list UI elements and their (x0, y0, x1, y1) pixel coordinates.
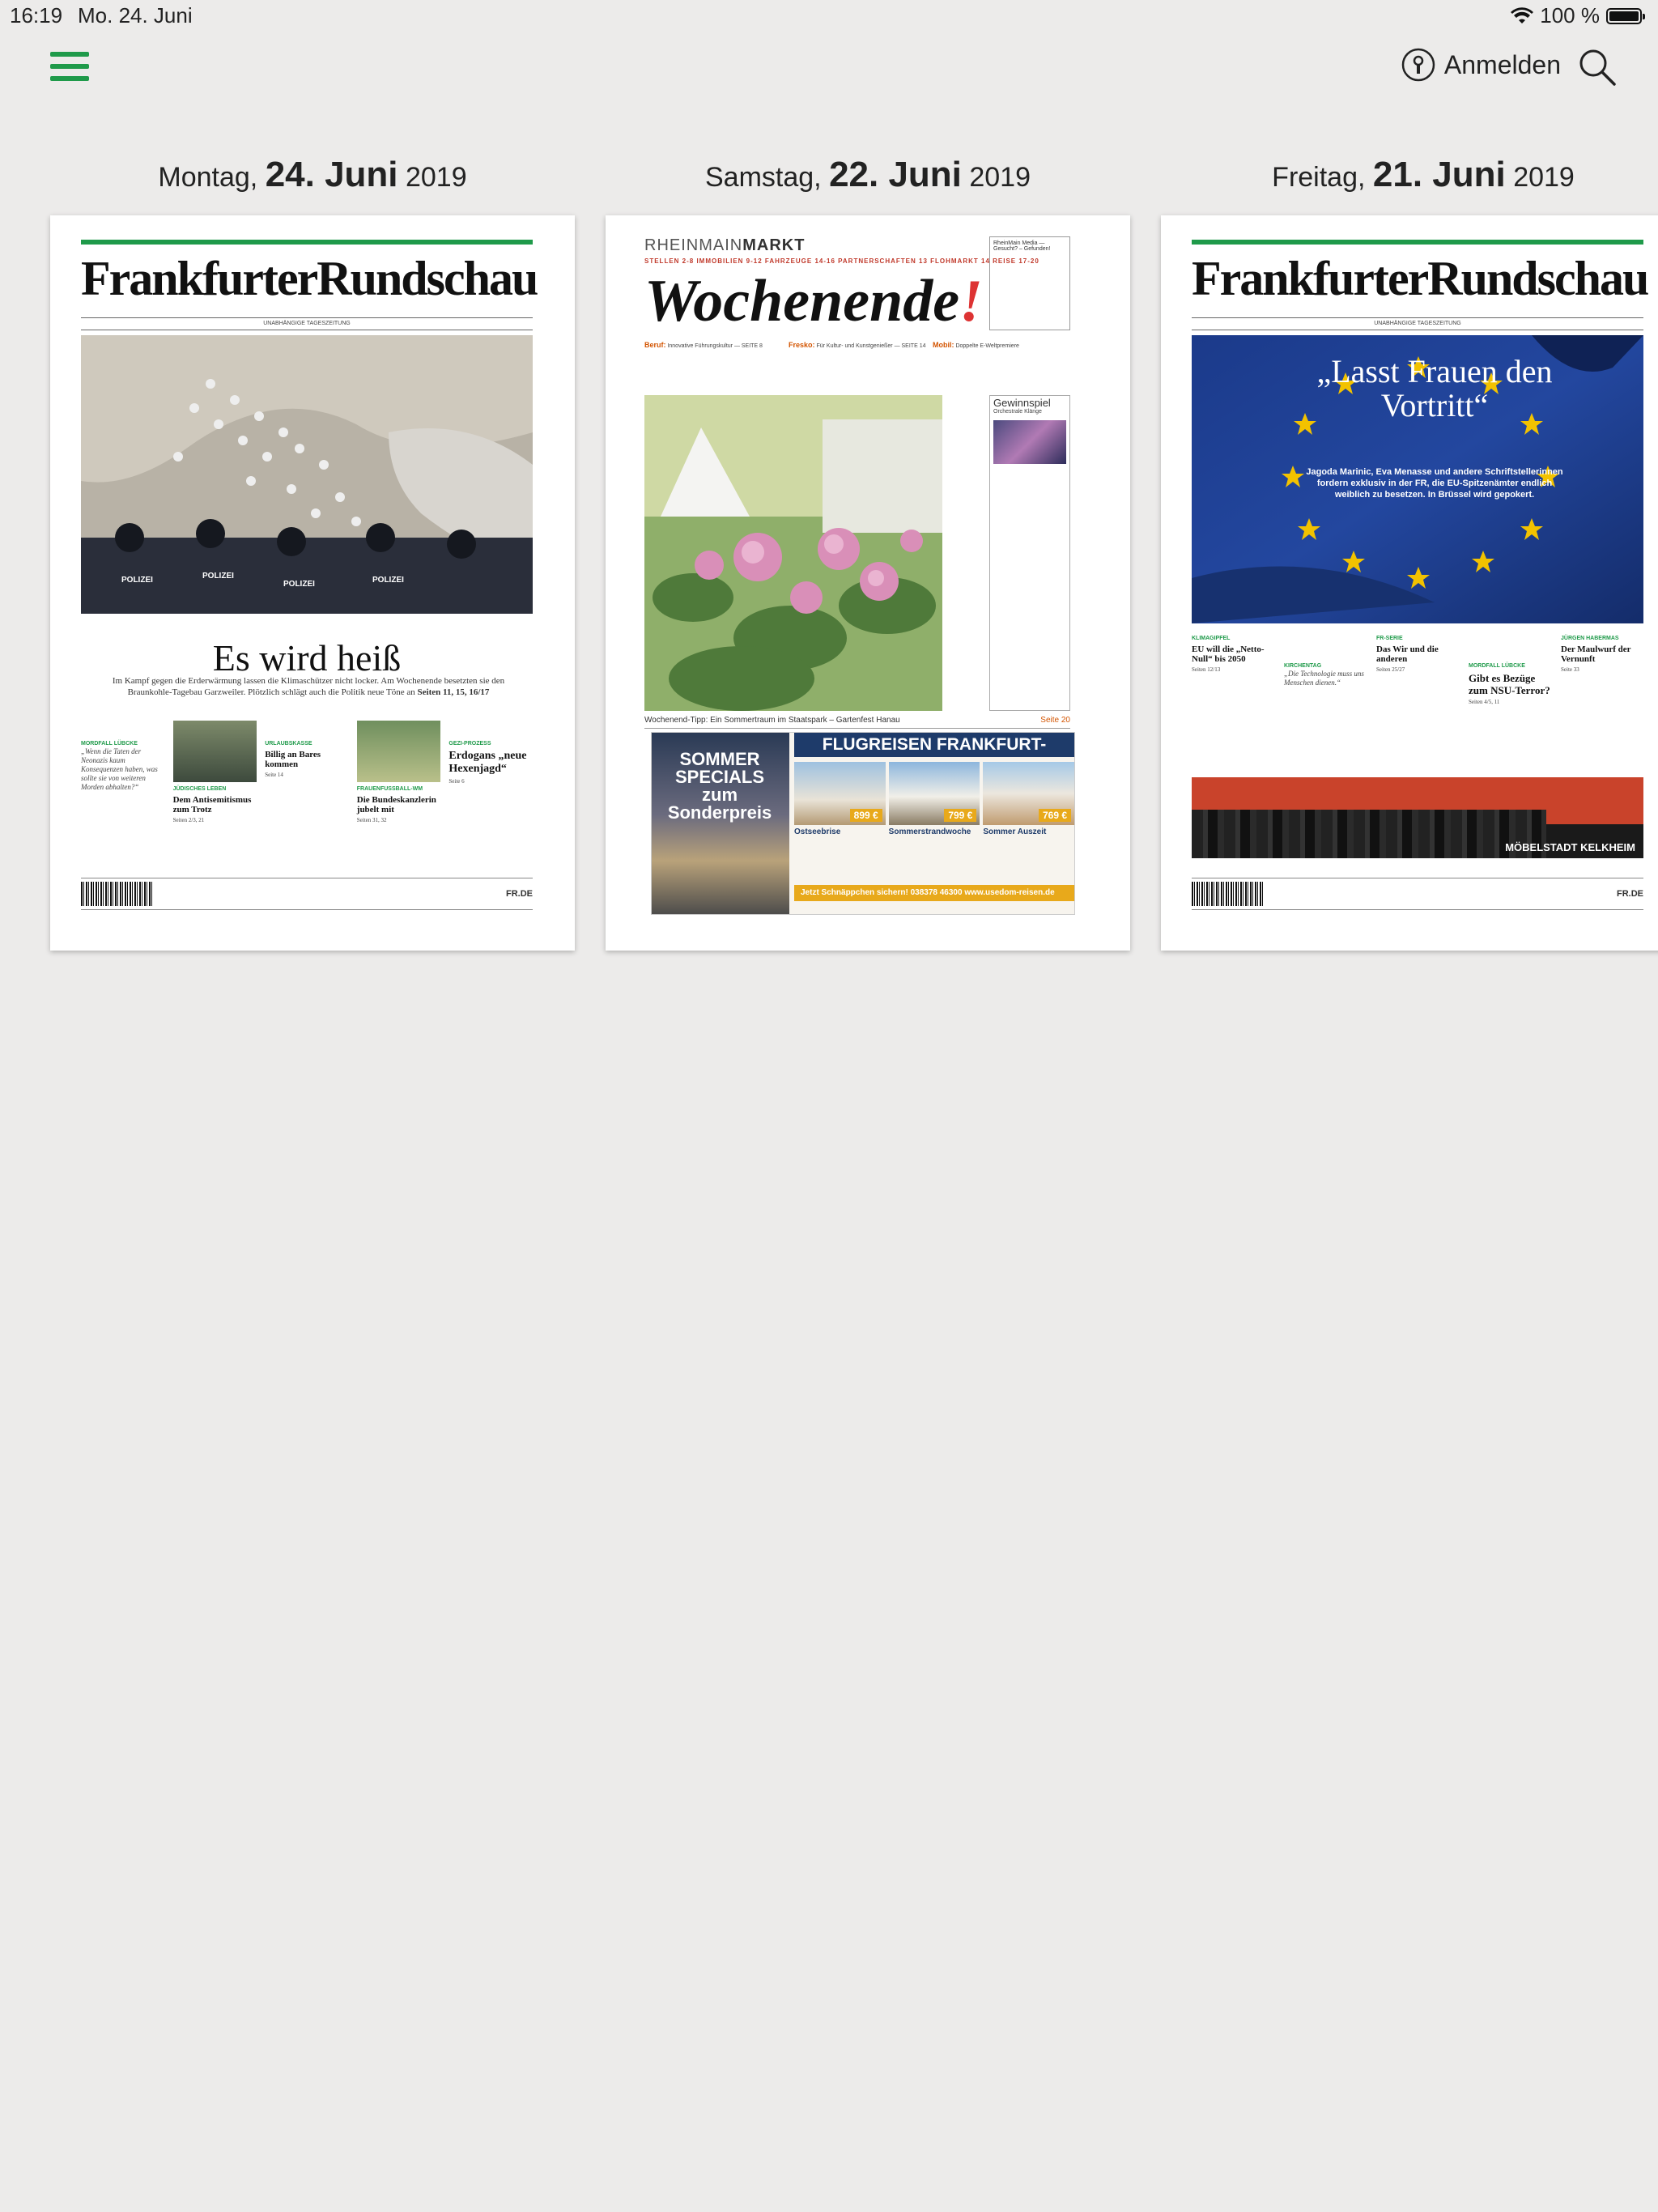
ad-hotel-image (889, 762, 980, 825)
teaser-title: Das Wir und die anderen (1376, 644, 1439, 664)
svg-text:POLIZEI: POLIZEI (372, 576, 404, 585)
teaser-title: Der Maulwurf der Vernunft (1561, 644, 1631, 664)
advertisement (651, 732, 1075, 915)
teaser-column-text: Für Kultur- und Kunstgenießer — SEITE 14 (816, 343, 926, 349)
ad-special: SOMMER SPECIALS zum Sonderpreis (667, 749, 772, 823)
issue-card (1161, 151, 1658, 899)
ad-cta: Jetzt Schnäppchen sichern! 038378 46300 www.usedom-reisen.de (794, 885, 1074, 901)
teaser (265, 717, 349, 879)
battery-percent: 100 % (1540, 3, 1600, 28)
teaser-kicker: FRAUENFUSSBALL-WM (356, 786, 423, 792)
teaser-title: Gibt es Bezüge zum NSU-Terror? (1469, 672, 1550, 696)
cover-photo (1192, 335, 1643, 623)
photo-caption-page: Seite 20 (1040, 716, 1070, 725)
status-right (1511, 3, 1642, 28)
teaser-row (81, 717, 533, 879)
cover-footer (1192, 878, 1643, 910)
ad-price: 799 € (944, 809, 976, 822)
teaser-text: Seite 6 (449, 778, 465, 785)
battery-icon (1606, 8, 1642, 24)
teaser-kicker: MORDFALL LÜBCKE (1469, 663, 1525, 669)
cover-photo (644, 395, 942, 711)
svg-text:POLIZEI: POLIZEI (202, 572, 234, 581)
nav-bar (0, 36, 1658, 100)
supplement-title-text: Wochenende (644, 268, 960, 334)
sidebar-heading: Gewinnspiel (993, 397, 1051, 409)
issue-date-label (1161, 151, 1658, 199)
teaser-title: Dem Antisemitismus zum Trotz (172, 795, 252, 815)
teaser-column (933, 342, 1070, 350)
teaser-text: Seiten 12/13 (1192, 666, 1221, 673)
sidebar-box (989, 395, 1070, 711)
ad-offers (794, 828, 1074, 885)
teaser (1192, 635, 1274, 764)
photo-caption-text: Wochenend-Tipp: Ein Sommertraum im Staatspark – Gartenfest Hanau (644, 716, 900, 725)
footer-site: FR.DE (1617, 889, 1643, 899)
section-strip: STELLEN 2-8 IMMOBILIEN 9-12 FAHRZEUGE 14-16 PARTNERSCHAFTEN 13 FLOHMARKT 14 REISE 17-20 (644, 257, 1039, 265)
brand-bold: MARKT (742, 236, 806, 254)
status-bar (0, 0, 1658, 32)
issue-day: 24. Juni (265, 155, 398, 194)
teaser-column-head: Fresko: (789, 341, 815, 349)
ad-hotel-image (983, 762, 1074, 825)
teaser-kicker: GEZI-PROZESS (449, 741, 491, 747)
cover-deck (99, 675, 518, 698)
status-date: Mo. 24. Juni (78, 3, 193, 28)
brand-light: RHEINMAIN (644, 236, 743, 254)
issue-year: 2019 (1513, 162, 1575, 193)
ad-offer (889, 828, 980, 885)
barcode (1192, 882, 1263, 906)
ad-offer (983, 828, 1074, 885)
teaser-quote: „Die Technologie muss uns Menschen dienen.“ (1284, 670, 1364, 687)
search-icon[interactable] (1577, 47, 1618, 87)
teaser-column (644, 342, 782, 350)
sidebar-subheading: Orchestrale Klänge (993, 409, 1042, 415)
cover-headline: „Lasst Frauen den Vortritt“ (1316, 353, 1553, 423)
issue-year: 2019 (405, 162, 467, 193)
issue-weekday: Montag, (158, 162, 258, 193)
svg-text:POLIZEI: POLIZEI (121, 576, 153, 585)
teaser-text: Seite 33 (1561, 666, 1579, 673)
ad-image (652, 733, 789, 915)
ad-hotels (794, 762, 1074, 825)
publisher-box: RheinMain Media — Gesucht? – Gefunden! (989, 236, 1070, 330)
teaser-text: Seiten 4/5, 11 (1469, 699, 1500, 705)
ad-price: 899 € (850, 809, 882, 822)
svg-text:POLIZEI: POLIZEI (283, 580, 315, 589)
login-label: Anmelden (1443, 49, 1561, 79)
issue-cover[interactable] (606, 215, 1130, 951)
teaser-thumbnail (357, 721, 441, 782)
masthead-subline: UNABHÄNGIGE TAGESZEITUNG (1192, 317, 1643, 330)
sidebar-image (993, 420, 1066, 464)
masthead-rule (1192, 240, 1643, 245)
supplement-title (644, 267, 983, 336)
masthead-subline: UNABHÄNGIGE TAGESZEITUNG (81, 317, 533, 330)
teaser (1561, 635, 1643, 764)
cover-deck-text: Im Kampf gegen die Erderwärmung lassen die Klimaschützer nicht locker. Am Wochenende besetzten sie den Braunkohle-Tagebau Garzweiler. Plötzlich schlägt auch die Politik neue Töne an (112, 676, 505, 697)
ad-hotel-image (794, 762, 886, 825)
ad-offer (794, 828, 886, 885)
photo-caption (644, 716, 1070, 729)
issue-weekday: Freitag, (1272, 162, 1366, 193)
teaser-title: Die Bundeskanzlerin jubelt mit (356, 795, 436, 815)
issue-year: 2019 (969, 162, 1031, 193)
teaser (1376, 635, 1459, 764)
issue-date-label (50, 151, 575, 199)
wifi-icon (1511, 7, 1533, 25)
issue-card (50, 151, 575, 899)
issue-cover[interactable] (50, 215, 575, 951)
teaser-kicker: KLIMAGIPFEL (1192, 636, 1231, 641)
teaser (1469, 635, 1551, 764)
masthead: FrankfurterRundschau (81, 252, 538, 305)
teaser-column-text: Innovative Führungskultur — SEITE 8 (667, 343, 763, 349)
cover-deck-ref: Seiten 11, 15, 16/17 (417, 687, 490, 697)
teaser-thumbnail (173, 721, 257, 782)
ad-skyline (1192, 810, 1546, 858)
login-button[interactable] (1401, 47, 1561, 83)
menu-button[interactable] (49, 49, 91, 84)
issue-day: 22. Juni (829, 155, 962, 194)
hamburger-icon-line (50, 64, 89, 69)
teaser (1284, 635, 1367, 764)
teaser-title: Erdogans „neue Hexenjagd“ (449, 750, 527, 775)
teaser-text: Seiten 31, 32 (356, 817, 387, 823)
ad-brand: MÖBELSTADT KELKHEIM (1505, 841, 1635, 853)
supplement-title-mark: ! (959, 268, 983, 334)
cover-headline: Es wird heiß (212, 637, 402, 678)
masthead-rule (81, 240, 533, 245)
teaser-column-text: Doppelte E-Weltpremiere (955, 343, 1019, 349)
teaser-title: Billig an Bares kommen (265, 750, 321, 769)
ad-title: FLUGREISEN FRANKFURT- (794, 733, 1074, 757)
barcode (81, 882, 152, 906)
cover-deck: Jagoda Marinic, Eva Menasse und andere Schriftstellerinnen fordern exklusiv in der FR, die EU-Spitzenämter endlich weiblich zu besetzen. In Brüssel wird gepokert. (1306, 467, 1563, 500)
ad-offer-name: Sommer Auszeit (983, 827, 1047, 836)
teaser-kicker: MORDFALL LÜBCKE (81, 741, 138, 747)
teaser-title: EU will die „Netto-Null“ bis 2050 (1192, 644, 1265, 664)
hamburger-icon-line (50, 76, 89, 81)
ad-offer-name: Sommerstrandwoche (888, 827, 971, 836)
issue-weekday: Samstag, (704, 162, 822, 193)
status-time: 16:19 (10, 3, 63, 28)
footer-site: FR.DE (506, 889, 533, 899)
teaser (449, 717, 533, 879)
issue-cover[interactable] (1161, 215, 1658, 951)
hamburger-icon-line (50, 52, 89, 57)
teaser (357, 717, 441, 879)
teaser-kicker: URLAUBSKASSE (265, 741, 312, 747)
teaser-text: Seiten 25/27 (1376, 666, 1405, 673)
teaser (81, 717, 165, 879)
teaser-column-head: Mobil: (933, 341, 954, 349)
issue-card (606, 151, 1130, 897)
teaser-kicker: JÜDISCHES LEBEN (172, 786, 227, 792)
teaser-column (789, 342, 926, 350)
keyhole-icon (1401, 47, 1436, 83)
teaser-kicker: FR-SERIE (1376, 636, 1403, 641)
teaser-text: Seite 14 (265, 772, 283, 778)
advertisement (1192, 777, 1643, 858)
teaser-text: Seiten 2/3, 21 (172, 817, 205, 823)
cover-footer (81, 878, 533, 910)
teaser-columns (644, 342, 1070, 350)
masthead: FrankfurterRundschau (1192, 252, 1648, 305)
teaser-kicker: KIRCHENTAG (1284, 663, 1322, 669)
cover-photo (81, 335, 533, 614)
issue-date-label (606, 151, 1130, 199)
teaser (173, 717, 257, 879)
teaser-kicker: JÜRGEN HABERMAS (1561, 636, 1619, 641)
ad-price: 769 € (1039, 809, 1071, 822)
teaser-quote: „Wenn die Taten der Neonazis kaum Konsequenzen haben, was sollte sie von weiteren Morden abhalten?“ (81, 747, 158, 791)
ad-offer-name: Ostseebrise (794, 827, 841, 836)
teaser-column-head: Beruf: (644, 341, 666, 349)
issue-day: 21. Juni (1372, 155, 1506, 194)
teaser-row (1192, 635, 1643, 764)
supplement-brand (644, 236, 805, 255)
